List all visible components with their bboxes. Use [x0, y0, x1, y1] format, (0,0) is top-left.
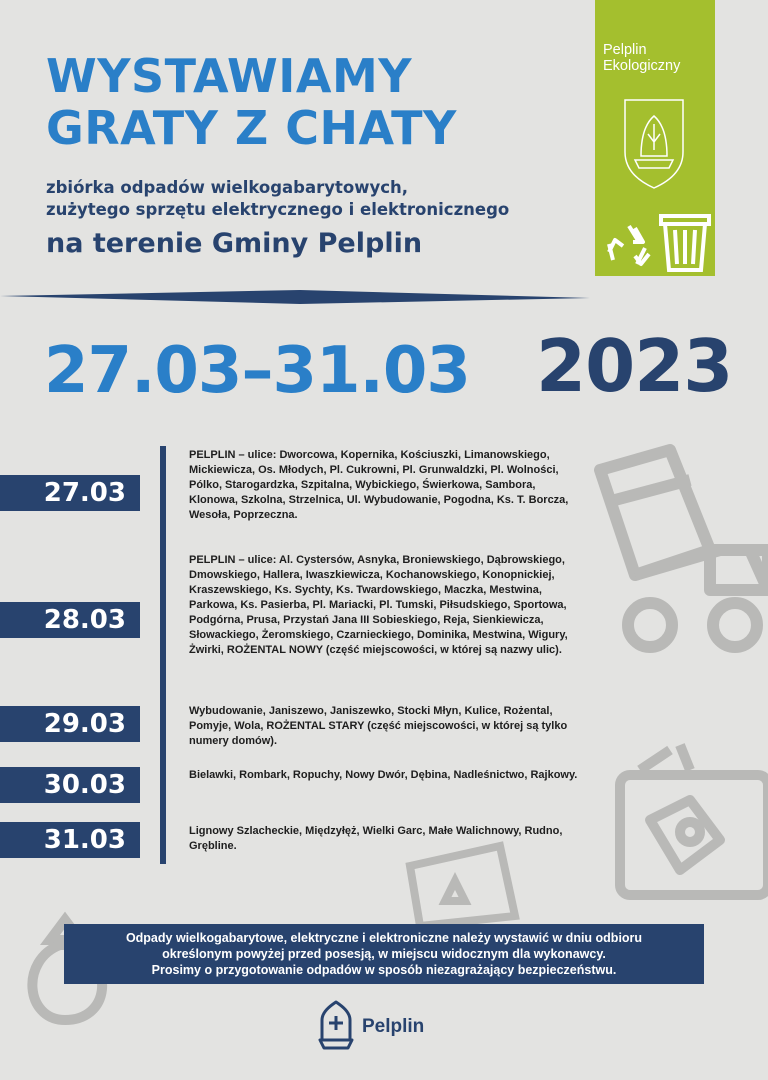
schedule-divider — [160, 446, 166, 864]
logo-text: Pelplin — [362, 1016, 425, 1037]
recycle-icon — [605, 222, 653, 268]
badge-line-2: Ekologiczny — [603, 58, 681, 74]
pelplin-logo-icon — [316, 1000, 356, 1052]
schedule-date-1: 27.03 — [0, 475, 140, 511]
schedule-text-3: Wybudowanie, Janiszewo, Janiszewko, Stocki Młyn, Kulice, Rożental, Pomyje, Wola, ROŻENTAL STARY (część miejscowości, w której są tylko numery domów). — [189, 705, 568, 747]
schedule-text-2: PELPLIN – ulice: Al. Cystersów, Asnyka, Broniewskiego, Dąbrowskiego, Dmowskiego, Hallera, Iwaszkiewicza, Kochanowskiego, Konopnickiej, Kraszewskiego, Ks. Sychty, Ks. Twardowskiego, Maczka, Mestwina, Parkowa, Ks. Pasierba, Pl. Mariacki, Pl. Tumski, Piłsudskiego, Sportowa, Podgórna, Prusa, Przystań Jana III Sobieskiego, Reja, Sienkiewicza, Słowackiego, Żeromskiego, Czarnieckiego, Dominika, Mestwina, Wigury, Żwirki, ROŻENTAL NOWY (część miejscowości, w której są nazwy ulic). — [189, 554, 568, 656]
notice-line-1: Odpady wielkogabarytowe, elektryczne i elektroniczne należy wystawić w dniu odbioru — [125, 931, 643, 945]
schedule-date-4: 30.03 — [0, 767, 140, 803]
eco-badge — [595, 0, 715, 276]
schedule-date-3: 29.03 — [0, 706, 140, 742]
divider — [0, 282, 600, 312]
tv-icon — [600, 740, 768, 920]
schedule-text-5: Lignowy Szlacheckie, Międzyłęż, Wielki Garc, Małe Walichnowy, Rudno, Grębline. — [189, 825, 563, 852]
coat-of-arms-icon — [621, 94, 687, 190]
notice-line-3: Prosimy o przygotowanie odpadów w sposób niezagrażający bezpieczeństwu. — [151, 963, 617, 977]
page-headline — [46, 50, 457, 154]
trash-bin-icon — [659, 210, 711, 272]
headline-line-2: GRATY Z CHATY — [46, 101, 457, 155]
headline-line-1: WYSTAWIAMY — [46, 49, 413, 103]
subtitle-line-2: zużytego sprzętu elektrycznego i elektronicznego — [46, 200, 510, 219]
schedule-date-2: 28.03 — [0, 602, 140, 638]
collection-dates: 27.03–31.03 — [44, 334, 470, 408]
collection-year: 2023 — [536, 324, 733, 408]
truck-icon — [560, 440, 768, 660]
badge-title — [603, 42, 680, 74]
subtitle-line-3: na terenie Gminy Pelplin — [46, 228, 423, 259]
schedule-text-4: Bielawki, Rombark, Ropuchy, Nowy Dwór, Dębina, Nadleśnictwo, Rajkowy. — [189, 769, 578, 781]
footer-logo — [316, 1000, 466, 1050]
notice-box — [64, 924, 704, 984]
schedule-date-5: 31.03 — [0, 822, 140, 858]
notice-line-2: określonym powyżej przed posesją, w miejscu widocznym dla wykonawcy. — [162, 947, 606, 961]
schedule-text-1: PELPLIN – ulice: Dworcowa, Kopernika, Kościuszki, Limanowskiego, Mickiewicza, Os. Młodych, Pl. Cukrowni, Pl. Grunwaldzki, Pl. Wolności, Pólko, Starogardzka, Szpitalna, Wybickiego, Świerkowa, Sambora, Klonowa, Szkolna, Strzelnica, Ul. Wybudowanie, Pogodna, Ks. T. Borcza, Wesoła, Poprzeczna. — [189, 449, 569, 521]
subtitle-line-1: zbiórka odpadów wielkogabarytowych, — [46, 178, 409, 197]
badge-line-1: Pelplin — [603, 42, 647, 58]
